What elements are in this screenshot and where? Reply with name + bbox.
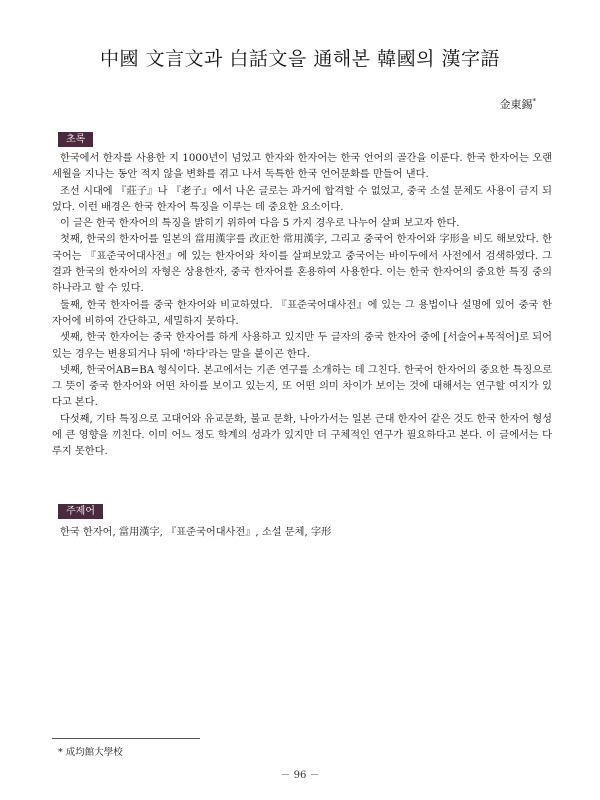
abstract-paragraph: 셋째, 한국 한자어는 중국 한자어를 하게 사용하고 있지만 두 글자의 중국 한자어 중에 [서술어+목적어]로 되어 있는 경우는 변용되거나 뒤에 '하다'라는 말을 붙이곤 한다. <box>52 332 552 360</box>
abstract-body <box>52 151 552 461</box>
abstract-paragraph: 넷째, 한국어AB=BA 형식이다. 본고에서는 기존 연구를 소개하는 데 그친다. 한국어 한자어의 중요한 특징으로 그 뜻이 중국 한자어와 어떤 차이를 보이고 있는지, 또 어떤 의미 차이가 보이는 것에 대해서는 연구할 여지가 있다고 본다. <box>52 364 552 409</box>
footnote-divider <box>52 738 200 739</box>
abstract-paragraph: 둘째, 한국 한자어를 중국 한자어와 비교하였다. 『표준국어대사전』에 있는 그 용법이나 설명에 있어 중국 한자어에 비하여 간단하고, 세밀하지 못하다. <box>52 299 552 327</box>
author-name-text: 金東錫 <box>499 98 533 111</box>
page-number: － 96 － <box>280 770 320 781</box>
abstract-heading: 초록 <box>58 132 93 147</box>
keywords-list: 한국 한자어, 當用漢字, 『표준국어대사전』, 소설 문체, 字形 <box>60 527 332 538</box>
abstract-paragraph: 첫째, 한국의 한자어를 일본의 當用漢字를 改正한 常用漢字, 그리고 중국어 한자어와 字形을 비도 해보았다. 한국어는 『표준국어대사전』에 있는 한자어와 차이를 살펴보았고 중국어는 바이두에서 사전에서 검색하였다. 그 결과 한국의 한자어의 자형은 상용한자, 중국 한자어를 혼용하여 사용한다. 이는 한국 한자어의 중요한 특징 중의 하나라고 할 수 있다. <box>52 234 552 295</box>
footnote: * 成均館大學校 <box>58 747 123 758</box>
author-footnote-mark: * <box>532 97 536 106</box>
abstract-paragraph: 조선 시대에 『莊子』나 『老子』에서 나온 글로는 과거에 합격할 수 없었고, 중국 소설 문체도 사용이 금지 되었다. 이런 배경은 한국 한자어 특징을 이루는 데 중요한 요소이다. <box>52 185 552 213</box>
paper-title: 中國 文言文과 白話文을 通해본 韓國의 漢字語 <box>100 48 500 70</box>
keywords-heading: 주제어 <box>58 504 103 519</box>
abstract-paragraph: 한국에서 한자를 사용한 지 1000년이 넘었고 한자와 한자어는 한국 언어의 골간을 이룬다. 한국 한자어는 오랜 세월을 지나는 동안 적지 않을 변화를 겪고 나서 독특한 한국 언어문화를 만들어 낸다. <box>52 153 552 181</box>
abstract-paragraph: 다섯째, 기타 특징으로 고대어와 유교문화, 불교 문화, 나아가서는 일본 근대 한자어 같은 것도 한국 한자어 형성에 큰 영향을 끼친다. 이미 어느 정도 학계의 성과가 있지만 더 구체적인 연구가 필요하다고 본다. 이 글에서는 다루지 못한다. <box>52 413 552 458</box>
author-name <box>500 96 537 112</box>
abstract-paragraph: 이 글은 한국 한자어의 특징을 밝히기 위하여 다음 5 가지 경우로 나누어 살펴 보고자 한다. <box>60 218 460 230</box>
